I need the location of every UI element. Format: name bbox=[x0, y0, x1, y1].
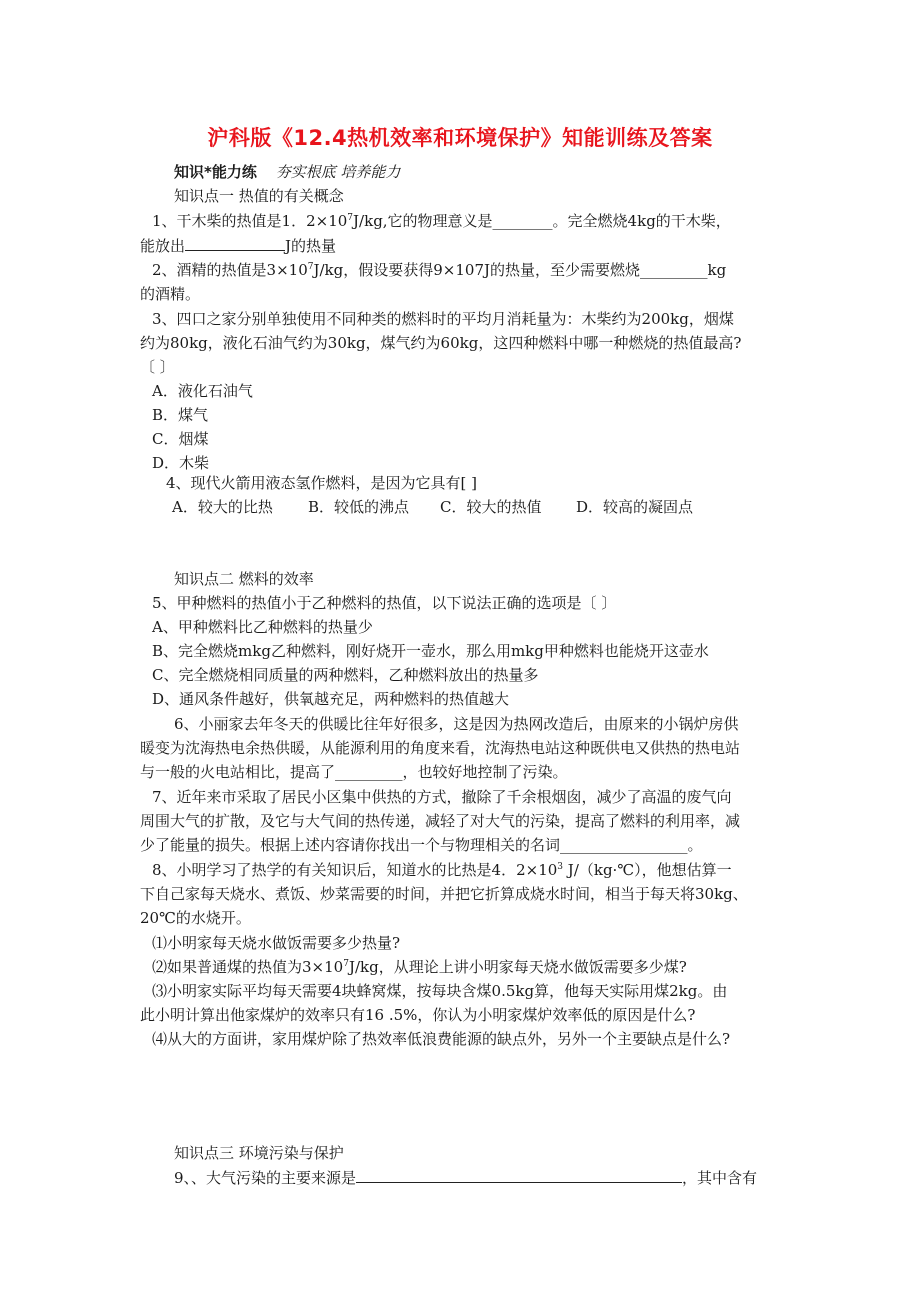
q2-line2: 的酒精。 bbox=[140, 285, 201, 303]
q2-text-a: 2、酒精的热值是3×10 bbox=[152, 261, 308, 279]
q6-line1: 6、小丽家去年冬天的供暖比往年好很多，这是因为热网改造后，由原来的小锅炉房供 bbox=[174, 715, 739, 733]
section-subtitle: 夯实根底 培养能力 bbox=[275, 163, 401, 181]
q6-line2: 暖变为沈海热电余热供暖，从能源利用的角度来看，沈海热电站这种既供电又供热的热电站 bbox=[140, 739, 741, 757]
q1-line2 bbox=[140, 234, 336, 257]
q1-line1 bbox=[152, 210, 731, 232]
q8-sub2-a: ⑵如果普通煤的热值为3×10 bbox=[152, 958, 344, 976]
q5-option-d[interactable]: D、通风条件越好，供氧越充足，两种燃料的热值越大 bbox=[152, 690, 510, 708]
q8-text-b: J/（kg·℃），他想估算一 bbox=[563, 861, 732, 879]
q8-sub2 bbox=[152, 956, 687, 978]
q5-option-b[interactable]: B、完全燃烧mkg乙种燃料，刚好烧开一壶水，那么用mkg甲种燃料也能烧开这壶水 bbox=[152, 642, 709, 660]
q8-exp2: 7 bbox=[343, 959, 349, 969]
q2-line1 bbox=[152, 259, 726, 281]
q3-bracket: 〔 〕 bbox=[140, 358, 175, 376]
q3-line1: 3、四口之家分别单独使用不同种类的燃料时的平均月消耗量为：木柴约为200kg，烟煤 bbox=[152, 310, 734, 328]
q8-sub2-b: J/kg，从理论上讲小明家每天烧水做饭需要多少煤? bbox=[348, 958, 687, 976]
q9-text-b: ，其中含有 bbox=[682, 1169, 758, 1187]
section-label: 知识*能力练 bbox=[174, 163, 257, 181]
q8-line1 bbox=[152, 859, 732, 881]
q8-exp1: 3 bbox=[557, 862, 564, 872]
q7-line1: 7、近年来市采取了居民小区集中供热的方式，撤除了千余根烟囱，减少了高温的废气向 bbox=[152, 788, 732, 806]
q4-option-c[interactable]: C．较大的热值 bbox=[440, 498, 542, 516]
q5-stem: 5、甲种燃料的热值小于乙种燃料的热值，以下说法正确的选项是〔 〕 bbox=[152, 594, 617, 612]
q8-line3: 20℃的水烧开。 bbox=[140, 909, 251, 927]
q1-text-c: 能放出 bbox=[140, 237, 186, 255]
q6-line3: 与一般的火电站相比，提高了_________，也较好地控制了污染。 bbox=[140, 763, 568, 781]
q8-sub4: ⑷从大的方面讲，家用煤炉除了热效率低浪费能源的缺点外，另外一个主要缺点是什么? bbox=[152, 1030, 731, 1048]
q8-sub3-line1: ⑶小明家实际平均每天需要4块蜂窝煤，按每块含煤0.5kg算，他每天实际用煤2kg。由 bbox=[152, 982, 728, 1000]
q9-text-a: 9、、大气污染的主要来源是 bbox=[174, 1169, 357, 1187]
q8-text-a: 8、小明学习了热学的有关知识后，知道水的比热是4．2×10 bbox=[152, 861, 558, 879]
q9-answer-blank[interactable] bbox=[356, 1166, 682, 1183]
kp3-heading: 知识点三 环境污染与保护 bbox=[174, 1144, 344, 1162]
q1-answer-blank[interactable] bbox=[185, 234, 285, 251]
q3-option-a[interactable]: A．液化石油气 bbox=[152, 382, 253, 400]
q3-option-d[interactable]: D．木柴 bbox=[152, 454, 210, 472]
q7-line2: 周围大气的扩散，及它与大气间的热传递，减轻了对大气的污染，提高了燃料的利用率，减 bbox=[140, 812, 741, 830]
q1-text-b: J/kg,它的物理意义是________。完全燃烧4kg的干木柴， bbox=[353, 212, 731, 230]
kp2-heading: 知识点二 燃料的效率 bbox=[174, 570, 314, 588]
page-title: 沪科版《12.4热机效率和环境保护》知能训练及答案 bbox=[207, 126, 713, 150]
q4-stem: 4、现代火箭用液态氢作燃料，是因为它具有[ ] bbox=[166, 474, 478, 492]
q3-line2: 约为80kg，液化石油气约为30kg，煤气约为60kg，这四种燃料中哪一种燃烧的热值最高? bbox=[140, 334, 742, 352]
q8-line2: 下自己家每天烧水、煮饭、炒菜需要的时间，并把它折算成烧水时间，相当于每天将30kg、 bbox=[140, 885, 748, 903]
q7-line3: 少了能量的损失。根据上述内容请你找出一个与物理相关的名词_________________。 bbox=[140, 836, 703, 854]
q5-option-c[interactable]: C、完全燃烧相同质量的两种燃料，乙种燃料放出的热量多 bbox=[152, 666, 539, 684]
q4-option-a[interactable]: A．较大的比热 bbox=[172, 498, 273, 516]
q1-exp: 7 bbox=[347, 213, 354, 223]
q9-line1 bbox=[174, 1166, 757, 1189]
q3-option-c[interactable]: C．烟煤 bbox=[152, 430, 209, 448]
q2-exp: 7 bbox=[307, 262, 314, 272]
q1-text-a: 1、干木柴的热值是1．2×10 bbox=[152, 212, 348, 230]
q5-option-a[interactable]: A、甲种燃料比乙种燃料的热量少 bbox=[152, 618, 373, 636]
q8-sub3-line2: 此小明计算出他家煤炉的效率只有16 .5%，你认为小明家煤炉效率低的原因是什么? bbox=[140, 1006, 696, 1024]
kp1-heading: 知识点一 热值的有关概念 bbox=[174, 187, 344, 205]
q4-option-d[interactable]: D．较高的凝固点 bbox=[576, 498, 694, 516]
section-header bbox=[174, 161, 400, 183]
q4-option-b[interactable]: B．较低的沸点 bbox=[308, 498, 410, 516]
q2-text-b: J/kg，假设要获得9×107J的热量，至少需要燃烧_________kg bbox=[313, 261, 727, 279]
q8-sub1: ⑴小明家每天烧水做饭需要多少热量? bbox=[152, 934, 401, 952]
q3-option-b[interactable]: B．煤气 bbox=[152, 406, 209, 424]
q1-text-d: J的热量 bbox=[285, 237, 337, 255]
